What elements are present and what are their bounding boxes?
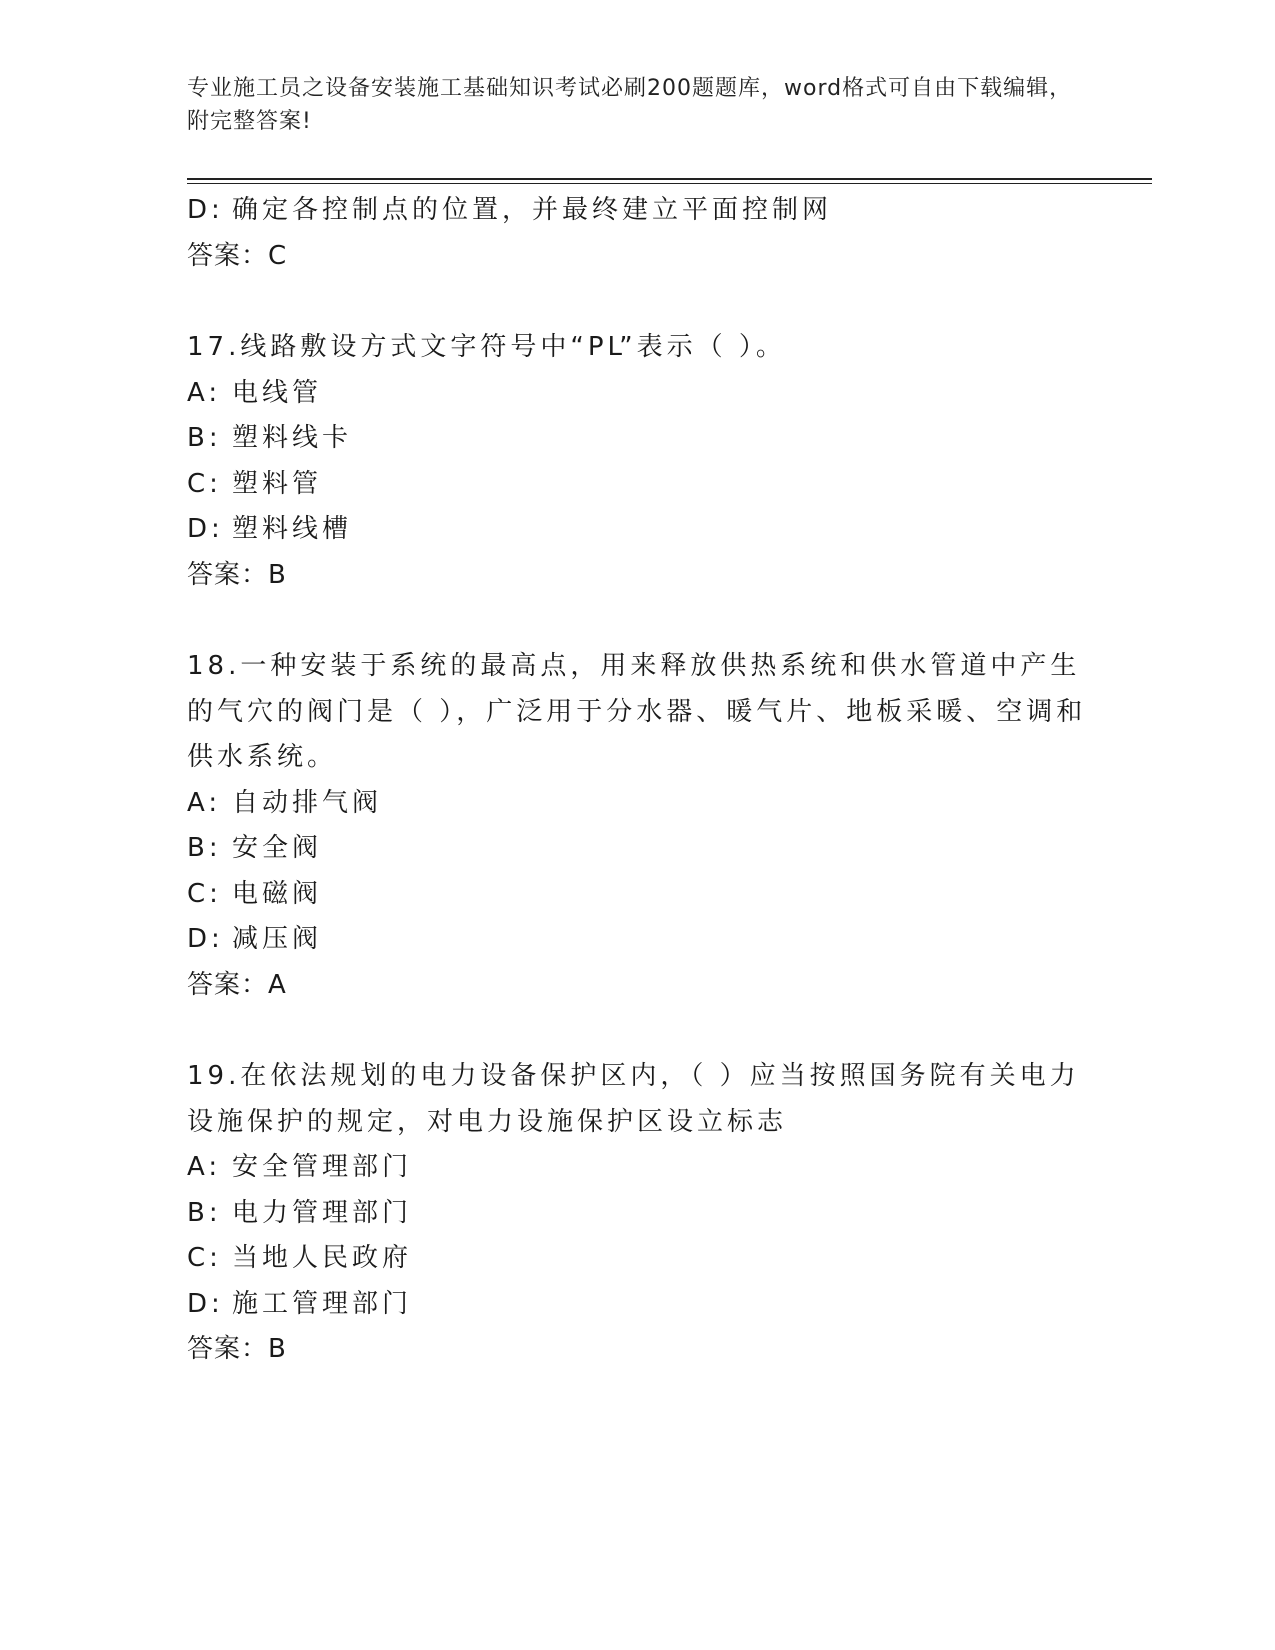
option-label: D: (187, 924, 224, 954)
option-b (187, 1191, 1087, 1237)
option-label: D: (187, 195, 224, 225)
question-answer: 答案：B (187, 559, 287, 590)
carryover-option-d (187, 188, 1087, 234)
option-label: C: (187, 468, 222, 499)
option-text: 电线管 (232, 377, 323, 408)
option-label: D: (187, 1288, 224, 1319)
option-text: 确定各控制点的位置，并最终建立平面控制网 (232, 195, 833, 225)
option-text: 施工管理部门 (232, 1288, 413, 1319)
option-text: 电磁阀 (232, 878, 323, 909)
spacer (187, 1008, 1087, 1054)
question-17 (187, 325, 1087, 598)
option-d (187, 507, 1087, 553)
question-18 (187, 644, 1087, 1008)
question-list (187, 188, 1087, 1373)
option-text: 塑料线卡 (232, 423, 353, 453)
option-d (187, 917, 1087, 963)
option-label: B: (187, 1197, 222, 1228)
option-text: 塑料管 (232, 468, 323, 499)
option-c (187, 462, 1087, 508)
option-label: B: (187, 423, 222, 453)
question-answer: 答案：B (187, 1334, 287, 1364)
option-b (187, 826, 1087, 872)
option-text: 电力管理部门 (232, 1197, 413, 1228)
question-stem: 18.一种安装于系统的最高点，用来释放供热系统和供水管道中产生的气穴的阀门是（ ），广泛用于分水器、暖气片、地板采暖、空调和供水系统。 (187, 651, 1087, 772)
question-stem: 19.在依法规划的电力设备保护区内，（ ）应当按照国务院有关电力设施保护的规定，对电力设施保护区设立标志 (187, 1061, 1080, 1137)
option-b (187, 416, 1087, 462)
option-text: 减压阀 (232, 924, 323, 954)
question-stem: 17.线路敷设方式文字符号中“PL”表示（ ）。 (187, 332, 786, 362)
question-answer: 答案：A (187, 969, 287, 1000)
option-text: 当地人民政府 (232, 1243, 413, 1273)
header-rule-thin (187, 183, 1152, 184)
spacer (187, 598, 1087, 644)
option-label: A: (187, 377, 222, 408)
question-19 (187, 1054, 1087, 1373)
header-rule-thick (187, 178, 1152, 180)
option-text: 自动排气阀 (232, 787, 383, 818)
option-label: A: (187, 787, 222, 818)
option-text: 塑料线槽 (232, 514, 353, 544)
option-d (187, 1282, 1087, 1328)
option-c (187, 872, 1087, 918)
option-a (187, 781, 1087, 827)
option-label: B: (187, 833, 222, 863)
option-label: C: (187, 1243, 222, 1273)
option-text: 安全管理部门 (232, 1152, 413, 1182)
option-label: A: (187, 1152, 222, 1182)
carryover-answer: 答案：C (187, 240, 288, 271)
option-text: 安全阀 (232, 833, 323, 863)
document-header: 专业施工员之设备安装施工基础知识考试必刷200题题库，word格式可自由下载编辑，附完整答案! (187, 76, 1073, 134)
option-c (187, 1236, 1087, 1282)
spacer (187, 279, 1087, 325)
option-label: C: (187, 878, 222, 909)
option-a (187, 1145, 1087, 1191)
option-a (187, 371, 1087, 417)
option-label: D: (187, 514, 224, 544)
